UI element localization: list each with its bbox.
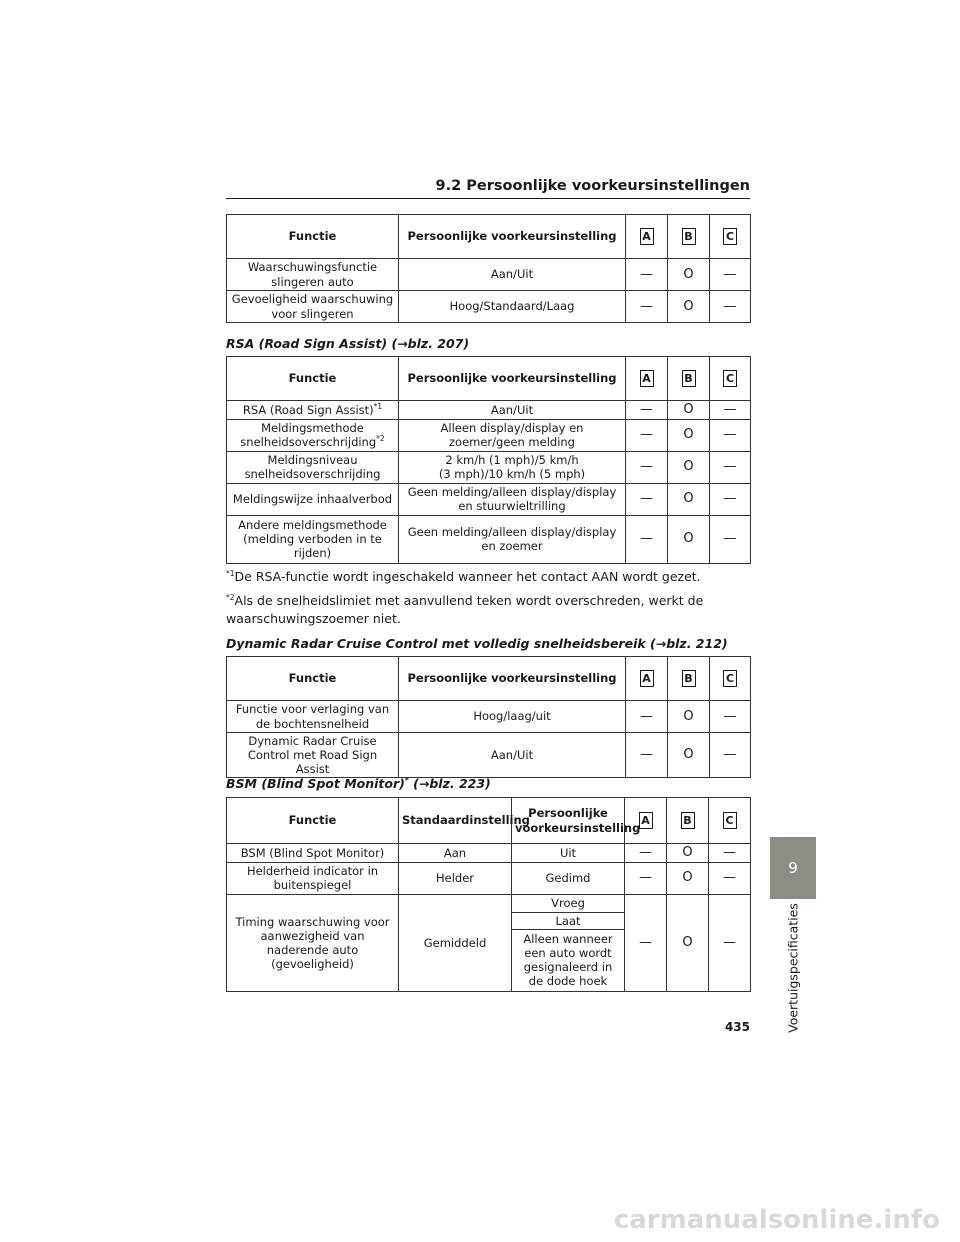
cell-b: O xyxy=(668,515,710,563)
cell-instelling: Alleen wanneer een auto wordt gesignaleerd in de dode hoek xyxy=(512,929,625,991)
table-row xyxy=(227,515,751,563)
column-header-a: A xyxy=(626,215,668,259)
column-header-standaard: Standaardinstelling xyxy=(399,798,512,844)
column-header-a: A xyxy=(626,357,668,401)
cell-a: — xyxy=(626,451,668,483)
cell-c: — xyxy=(710,419,751,451)
cell-instelling: 2 km/h (1 mph)/5 km/h (3 mph)/10 km/h (5 mph) xyxy=(399,451,626,483)
cell-a: — xyxy=(626,733,668,778)
cell-b: O xyxy=(668,291,710,323)
chapter-label: Voertuigspecificaties xyxy=(785,903,801,1033)
radar-cruise-table xyxy=(226,656,751,778)
footnote-ref: *1 xyxy=(373,402,383,412)
cell-instelling: Hoog/laag/uit xyxy=(399,701,626,733)
cell-instelling: Geen melding/alleen display/display en stuurwieltrilling xyxy=(399,483,626,515)
cell-c: — xyxy=(710,259,751,291)
page-number: 435 xyxy=(724,1020,750,1034)
table-row xyxy=(227,291,751,323)
column-header-c: C xyxy=(709,798,751,844)
cell-b: O xyxy=(668,733,710,778)
cell-a: — xyxy=(625,862,667,894)
column-header-b: B xyxy=(668,215,710,259)
footnote-2: $^{*2}$Als de snelheidslimiet met aanvullend teken wordt overschreden, werkt de waarschuwingszoemer niet. xyxy=(226,592,704,626)
cell-a: — xyxy=(626,259,668,291)
cell-c: — xyxy=(710,451,751,483)
bsm-table xyxy=(226,797,751,992)
column-header-functie: Functie xyxy=(227,798,399,844)
cell-standaard: Gemiddeld xyxy=(399,894,512,991)
cell-a: — xyxy=(626,419,668,451)
table-row xyxy=(227,733,751,778)
column-header-instelling: Persoonlijke voorkeursinstelling xyxy=(512,798,625,844)
footnote-ref: *2 xyxy=(376,434,385,444)
cell-b: O xyxy=(667,844,709,863)
cell-b: O xyxy=(668,701,710,733)
cell-b: O xyxy=(667,894,709,991)
cell-b: O xyxy=(668,419,710,451)
cell-c: — xyxy=(710,733,751,778)
column-header-a: A xyxy=(625,798,667,844)
cell-instelling: Alleen display/display en zoemer/geen melding xyxy=(399,419,626,451)
cell-functie: Timing waarschuwing voor aanwezigheid van naderende auto (gevoeligheid) xyxy=(227,894,399,991)
column-header-c: C xyxy=(710,215,751,259)
cell-b: O xyxy=(668,259,710,291)
column-header-a: A xyxy=(626,657,668,701)
column-header-functie: Functie xyxy=(227,657,399,701)
cell-instelling: Geen melding/alleen display/display en zoemer xyxy=(399,515,626,563)
cell-a: — xyxy=(626,515,668,563)
column-header-functie: Functie xyxy=(227,357,399,401)
cell-b: O xyxy=(667,862,709,894)
cell-a: — xyxy=(625,894,667,991)
column-header-functie: Functie xyxy=(227,215,399,259)
rsa-table xyxy=(226,356,751,564)
cell-a: — xyxy=(626,483,668,515)
column-header-b: B xyxy=(668,657,710,701)
footnote-1: $^{*1}$De RSA-functie wordt ingeschakeld wanneer het contact AAN wordt gezet. xyxy=(226,568,701,584)
cell-instelling: Aan/Uit xyxy=(399,259,626,291)
cell-functie: Andere meldingsmethode (melding verboden in te rijden) xyxy=(227,515,399,563)
cell-functie: Helderheid indicator in buitenspiegel xyxy=(227,862,399,894)
cell-standaard: Helder xyxy=(399,862,512,894)
cell-b: O xyxy=(668,483,710,515)
cell-instelling: Vroeg xyxy=(512,894,625,912)
cell-instelling: Uit xyxy=(512,844,625,863)
table-row xyxy=(227,483,751,515)
cell-functie: Waarschuwingsfunctie slingeren auto xyxy=(227,259,399,291)
cell-b: O xyxy=(668,401,710,420)
rsa-section-title: RSA (Road Sign Assist) (→blz. 207) xyxy=(226,336,470,351)
column-header-instelling: Persoonlijke voorkeursinstelling xyxy=(399,357,626,401)
cell-a: — xyxy=(626,291,668,323)
table-row xyxy=(227,259,751,291)
column-header-instelling: Persoonlijke voorkeursinstelling xyxy=(399,215,626,259)
cell-functie: Dynamic Radar Cruise Control met Road Sign Assist xyxy=(227,733,399,778)
table-row xyxy=(227,844,751,863)
table-row xyxy=(227,419,751,451)
cell-functie: Meldingsmethode snelheidsoverschrijding$^{*2}$ xyxy=(227,419,399,451)
table-row xyxy=(227,862,751,894)
cell-functie: BSM (Blind Spot Monitor) xyxy=(227,844,399,863)
cell-c: — xyxy=(710,701,751,733)
table-row xyxy=(227,701,751,733)
cell-functie: Meldingswijze inhaalverbod xyxy=(227,483,399,515)
header-rule xyxy=(226,198,750,199)
cell-a: — xyxy=(626,701,668,733)
cell-c: — xyxy=(710,291,751,323)
cell-functie: Meldingsniveau snelheidsoverschrijding xyxy=(227,451,399,483)
table-row xyxy=(227,401,751,420)
table-row xyxy=(227,894,751,912)
column-header-b: B xyxy=(668,357,710,401)
cell-b: O xyxy=(668,451,710,483)
cell-c: — xyxy=(709,862,751,894)
cell-c: — xyxy=(710,401,751,420)
column-header-instelling: Persoonlijke voorkeursinstelling xyxy=(399,657,626,701)
column-header-c: C xyxy=(710,357,751,401)
sway-warning-table xyxy=(226,214,751,323)
cell-standaard: Aan xyxy=(399,844,512,863)
cell-functie: Functie voor verlaging van de bochtensnelheid xyxy=(227,701,399,733)
cell-c: — xyxy=(710,515,751,563)
cell-a: — xyxy=(626,401,668,420)
cell-c: — xyxy=(709,844,751,863)
column-header-b: B xyxy=(667,798,709,844)
cell-a: — xyxy=(625,844,667,863)
cell-c: — xyxy=(709,894,751,991)
chapter-tab: 9 xyxy=(770,837,816,899)
cell-instelling: Laat xyxy=(512,912,625,929)
bsm-section-title: BSM (Blind Spot Monitor)* (→blz. 223) xyxy=(226,775,491,791)
table-row xyxy=(227,451,751,483)
cell-functie: RSA (Road Sign Assist)$^{*1}$ xyxy=(227,401,399,420)
page-header: 9.2 Persoonlijke voorkeursinstellingen xyxy=(435,178,750,194)
cell-functie: Gevoeligheid waarschuwing voor slingeren xyxy=(227,291,399,323)
cell-instelling: Aan/Uit xyxy=(399,401,626,420)
watermark: carmanualsonline.info xyxy=(613,1205,940,1235)
radar-section-title: Dynamic Radar Cruise Control met volledig snelheidsbereik (→blz. 212) xyxy=(226,636,728,651)
column-header-c: C xyxy=(710,657,751,701)
cell-instelling: Hoog/Standaard/Laag xyxy=(399,291,626,323)
cell-c: — xyxy=(710,483,751,515)
cell-instelling: Aan/Uit xyxy=(399,733,626,778)
cell-instelling: Gedimd xyxy=(512,862,625,894)
